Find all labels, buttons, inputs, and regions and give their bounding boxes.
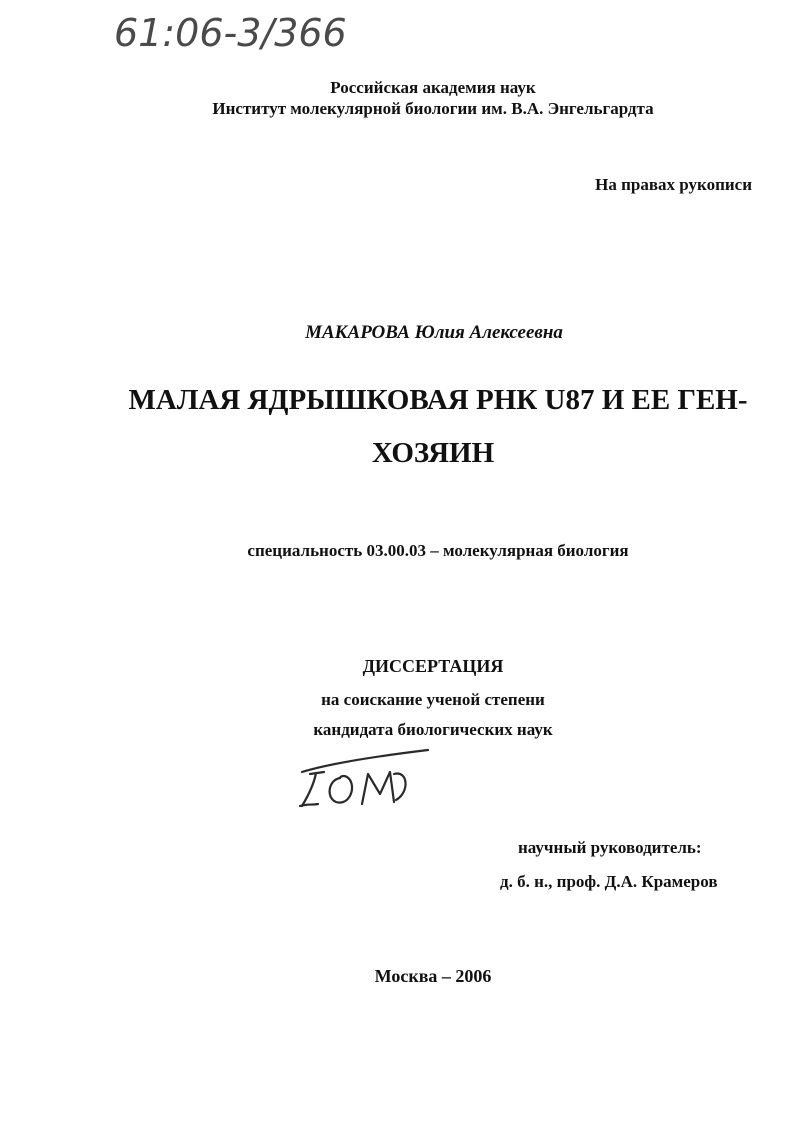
city-year: Москва – 2006 bbox=[374, 966, 492, 986]
author-name: МАКАРОВА Юлия Алексеевна bbox=[305, 322, 563, 343]
thesis-title-line1: МАЛАЯ ЯДРЫШКОВАЯ РНК U87 И ЕЕ ГЕН- bbox=[128, 384, 748, 416]
advisor-label: научный руководитель: bbox=[518, 838, 702, 857]
thesis-title-line2: ХОЗЯИН bbox=[371, 437, 495, 469]
organization-name: Российская академия наук bbox=[330, 78, 536, 97]
manuscript-note: На правах рукописи bbox=[595, 175, 752, 194]
signature-mark bbox=[288, 744, 438, 814]
specialty: специальность 03.00.03 – молекулярная биология bbox=[247, 541, 629, 560]
degree-field-line: кандидата биологических наук bbox=[313, 720, 553, 739]
institute-name: Институт молекулярной биологии им. В.А. Энгельгардта bbox=[212, 99, 654, 118]
archive-code bbox=[112, 2, 442, 58]
archive-code-text: 61:06-3/366 bbox=[114, 11, 347, 55]
advisor-name: д. б. н., проф. Д.А. Крамеров bbox=[500, 872, 718, 891]
dissertation-type: ДИССЕРТАЦИЯ bbox=[362, 656, 504, 676]
degree-line: на соискание ученой степени bbox=[321, 690, 545, 709]
